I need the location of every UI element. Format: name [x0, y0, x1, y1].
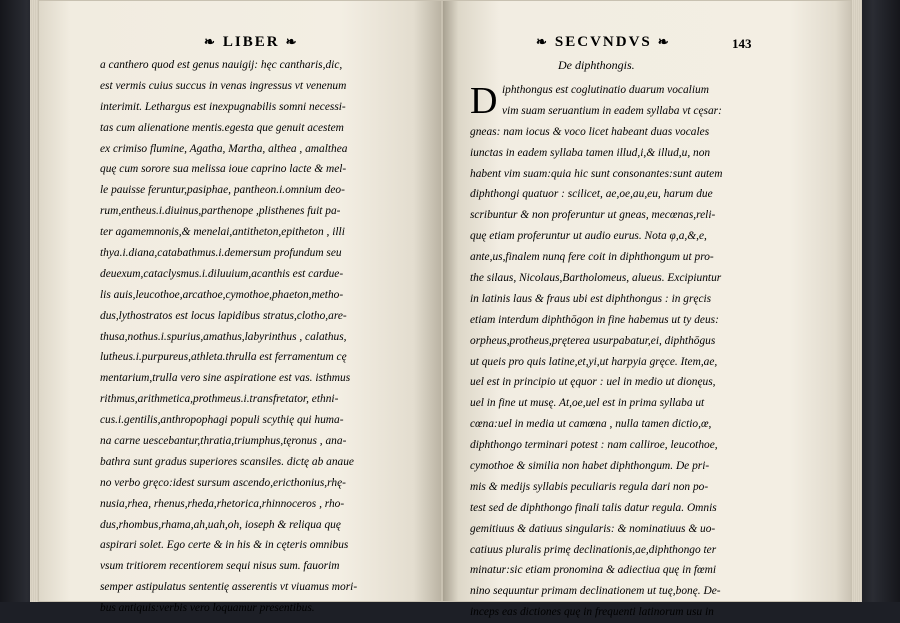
left-page-text	[100, 55, 420, 619]
text-line: test sed de diphthongo finali talis datur regula. Omnis	[470, 501, 717, 514]
text-line: cœna:uel in media ut camœna , nulla tamen dictio,œ,	[470, 418, 712, 431]
text-line: quę etiam proferuntur ut audio eurus. Nota φ,a,&,e,	[470, 230, 707, 243]
text-line: bus antiquis:verbis vero loquamur presentibus.	[100, 602, 315, 615]
text-line: gneas: nam iocus & voco licet habeant duas vocales	[470, 125, 710, 138]
text-line: semper astipulatus sententię asserentis vt viuamus mori-	[100, 581, 358, 594]
text-line: orpheus,protheus,pręterea usurpabatur,ei, diphthōgus	[470, 334, 716, 347]
text-line: lutheus.i.purpureus,athleta.thrulla est ferramentum cę	[100, 351, 347, 364]
text-line: le pauisse feruntur,pasiphae, pantheon.i.omnium deo-	[100, 184, 345, 197]
text-line: ex crimiso flumine, Agatha, Martha, althea , amalthea	[100, 142, 348, 155]
text-line: inceps eas dictiones quę in frequenti latinorum usu in	[470, 606, 714, 619]
text-line: minatur:sic etiam pronomina & adiectiua quę in fœmi	[470, 564, 717, 577]
running-head-text: SECVNDVS	[554, 34, 652, 50]
text-line: diphthongi quatuor : scilicet, ae,oe,au,eu, harum due	[470, 188, 713, 201]
text-line: etiam interdum diphthōgon in fine habemus ut ty deus:	[470, 313, 719, 326]
text-line: ante,us,finalem nunq fere coit in diphthongum ut pro-	[470, 251, 714, 264]
text-line: lis auis,leucothoe,arcathoe,cymothoe,phaeton,metho-	[100, 288, 344, 301]
text-line: mis & medijs syllabis peculiaris regula dari non po-	[470, 480, 709, 493]
text-line: dus,rhombus,rhama,ah,uah,oh, ioseph & reliqua quę	[100, 518, 341, 531]
page-number: 143	[732, 36, 752, 51]
text-line: thusa,nothus.i.spurius,amathus,labyrinthus , calathus,	[100, 330, 347, 343]
text-line: est vermis cuius succus in venas ingressus vt venenum	[100, 79, 347, 92]
left-page-edges	[30, 0, 38, 602]
left-running-head	[198, 34, 305, 51]
text-line: mentarium,trulla vero sine aspiratione est vas. isthmus	[100, 372, 351, 385]
text-line: nino sequuntur primam declinationem ut tuę,bonę. De-	[470, 585, 721, 598]
section-heading: De diphthongis.	[558, 58, 635, 72]
text-line: interimit. Lethargus est inexpugnabilis somni necessi-	[100, 100, 346, 113]
text-line: in latinis laus & fraus ubi est diphthongus : in gręcis	[470, 292, 712, 305]
text-line: gemitiuus & datiuus singularis: & nominatiuus & uo-	[470, 522, 716, 535]
text-line: vim suam seruantium in eadem syllaba vt cęsar:	[502, 104, 722, 117]
text-line: rum,entheus.i.diuinus,parthenope ,plisthenes fuit pa-	[100, 205, 341, 218]
text-line: cus.i.gentilis,anthropophagi populi scythię qui huma-	[100, 414, 344, 427]
text-line: scribuntur & non proferuntur ut gneas, mecœnas,reli-	[470, 209, 716, 222]
text-line: vsum tritiorem recentiorem sequi nisus sum. fauorim	[100, 560, 340, 573]
text-line: dus,lythostratos est locus lapidibus stratus,clotho,are-	[100, 309, 347, 322]
text-line: na carne uescebantur,thratia,triumphus,tęronus , ana-	[100, 435, 347, 448]
fleuron-icon: ❧	[285, 34, 299, 49]
text-line: tas cum alienatione mentis.egesta que genuit acestem	[100, 121, 344, 134]
fleuron-icon: ❧	[536, 34, 549, 49]
text-line: the silaus, Nicolaus,Bartholomeus, alueus. Excipiuntur	[470, 272, 722, 285]
text-line: thya.i.diana,catabathmus.i.demersum profundum seu	[100, 247, 342, 260]
text-line: cymothoe & similia non habet diphthongum. De pri-	[470, 460, 710, 473]
text-line: deuexum,cataclysmus.i.diluuium,acanthis est cardue-	[100, 267, 344, 280]
fleuron-icon: ❧	[204, 34, 217, 49]
text-line: catiuus pluralis primę declinationis,ae,diphthongo ter	[470, 543, 717, 556]
drop-cap: D	[470, 80, 498, 122]
text-line: bathra sunt gradus superiores scansiles. dictę ab anaue	[100, 455, 354, 468]
text-line: aspirari solet. Ego certe & in his & in cęteris omnibus	[100, 539, 349, 552]
fleuron-icon: ❧	[657, 34, 671, 49]
text-line: quę cum sorore sua melissa ioue caprino lacte & mel-	[100, 163, 347, 176]
text-line: a canthero quod est genus nauigij: hęc cantharis,dic,	[100, 59, 343, 71]
right-page-text	[470, 80, 800, 623]
text-line: ut queis pro quis latine,et,yi,ut harpyia gręce. Item,ae,	[470, 355, 718, 368]
running-head-text: LIBER	[222, 34, 280, 50]
text-line: uel est in principio ut ęquor : uel in medio ut dionęus,	[470, 376, 716, 389]
text-line: ter agamemnonis,& menelai,antitheton,epitheton , illi	[100, 226, 345, 239]
text-line: rithmus,arithmetica,prothmeus.i.transfretator, ethni-	[100, 393, 339, 406]
text-line: uel in fine ut musę. At,oe,uel est in prima syllaba ut	[470, 397, 705, 410]
right-running-head	[530, 34, 677, 51]
right-page-edges	[852, 0, 862, 602]
text-line: habent vim suam:quia hic sunt consonantes:sunt autem	[470, 167, 723, 180]
text-line: iunctas in eadem syllaba tamen illud,i,& illud,u, non	[470, 146, 711, 159]
text-line: no verbo gręco:idest sursum ascendo,ericthonius,rhę-	[100, 476, 346, 489]
text-line: nusia,rhea, rhenus,rheda,rhetorica,rhinnoceros , rho-	[100, 497, 345, 510]
text-line: diphthongo terminari potest : nam calliroe, leucothoe,	[470, 439, 718, 452]
text-line: iphthongus est coglutinatio duarum vocalium	[502, 84, 709, 96]
